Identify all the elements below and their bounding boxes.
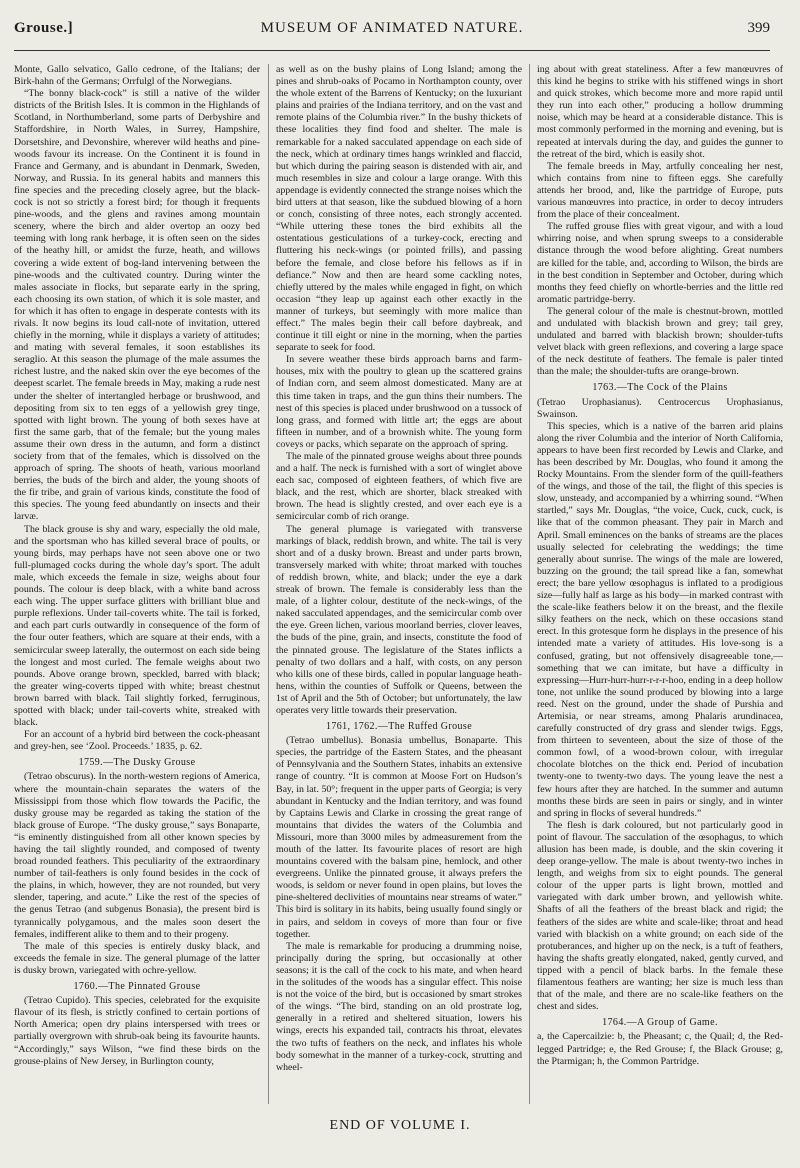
paragraph: (Tetrao Cupido). This species, celebrated for the exquisite flavour of its flesh, is strictly confined to certain portions of North America; open dry plains interspersed with trees or partially overgrown with shrub-oak being its favourite haunts. “Accordingly,” says Wilson, “we find these birds on the grouse-plains of New Jersey, in Burlington county, (14, 995, 260, 1067)
section-heading: Grouse.] (14, 20, 74, 36)
paragraph: The male is remarkable for producing a drumming noise, principally during the spring, but occasionally at other seasons; it is the call of the cock to his mate, and when heard in the solitudes of the woods has a singular effect. This noise is not the voice of the bird, but is occasioned by smart strokes of the wings. “The bird, standing on an old prostrate log, generally in a retired and sheltered situation, lowers his wings, erects his expanded tail, contracts his throat, elevates the two tufts of feathers on the neck, and inflates his whole body somewhat in the manner of a turkey-cock, strutting and wheel- (276, 940, 522, 1073)
paragraph: a, the Capercailzie: b, the Pheasant; c, the Quail; d, the Red-legged Partridge; e, the Red Grouse; f, the Black Grouse; g, the Ptarmigan; h, the Common Partridge. (537, 1031, 783, 1067)
section-heading: 1759.—The Dusky Grouse (78, 757, 196, 769)
running-header (14, 20, 770, 51)
paragraph: The male of this species is entirely dusky black, and exceeds the female in size. The general plumage of the latter is dusky brown, variegated with ochre-yellow. (14, 940, 260, 976)
paragraph: The male of the pinnated grouse weighs about three pounds and a half. The neck is furnished with a sort of winglet above each sac, composed of eighteen feathers, of which five are black, and the rest, which are shorter, black streaked with brown. The head is slightly crested, and over each eye is a semicircular comb of rich orange. (276, 451, 522, 523)
section-heading: 1760.—The Pinnated Grouse (73, 981, 201, 993)
paragraph: The black grouse is shy and wary, especially the old male, and the sportsman who has killed several brace of poults, or young birds, may perhaps have not seen above one or two full-plumaged cocks during the whole day’s sport. The adult male, which exceeds the female in size, weighs about four pounds. The colour is deep black, with a white band across each wing. The upper surface glitters with brilliant blue and purple reflexions. Under tail-coverts white. The tail is forked, and each part curls outwardly in consequence of the form of the four outer feathers, which are square at their ends, with a semicircular sweep laterally, the outermost on each side being the longest and most curled. The female weighs about two pounds. Above orange brown, speckled, barred with black; the greater wing-coverts tipped with white; breast chestnut brown barred with black. Tail slightly forked, ferruginous, spotted with black; under tail-coverts white, streaked with black. (14, 523, 260, 729)
paragraph: In severe weather these birds approach barns and farm-houses, mix with the poultry to glean up the scattered grains of Indian corn, and seem almost domesticated. Many are at this time taken in traps, and the gun thins their numbers. The nest of this species is placed under brushwood on a tussock of long grass, and formed with little art; the eggs are about fifteen in number, and of a brownish white. The young form coveys or packs, which separate on the approach of spring. (276, 354, 522, 450)
paragraph: The general colour of the male is chestnut-brown, mottled and undulated with blackish brown and grey; tail grey, undulated and barred with blackish brown; shoulder-tufts velvet black with green reflexions, and covering a large space of the neck destitute of feathers. The female is paler tinted than the male; the shoulder-tufts are orange-brown. (537, 305, 783, 378)
paragraph: “The bonny black-cock” is still a native of the wilder districts of the British Isles. It is common in the Highlands of Scotland, in Northumberland, some parts of Derbyshire and Staffordshire, in North Wales, in Surrey, Hampshire, Dorsetshire, and Devonshire, wherever wild heaths and pine-woods favour its increase. On the Continent it is found in France and Germany, and is abundant in Denmark, Sweden, Norway, and Russia. In its general habits and manners this fine species and the preceding closely agree, but the black-cock is not so strictly a forest bird; for though it frequents pine-woods, and the glens and ravines among mountain scenery, where the birch and alder overtop an oozy bed teeming with long rank herbage, it is often seen on the sides of the heathy hill, or amidst the furze, heath, and willows covering a wide extent of bog-land intervening between the pine-woods and the cultivated country. During winter the males associate in flocks, but separate early in the spring, each choosing its own station, of which it is sole master, and for which it has often to engage in desperate contests with its rivals. It now begins its loud call-note of invitation, uttered chiefly in the morning, while it displays a variety of attitudes; and mating with several females, it soon establishes its seraglio. At this season the plumage of the male assumes the richest lustre, and the naked skin over the eye becomes of the deepest scarlet. The female breeds in May, making a rude nest under the shelter of intertangled herbage or brushwood, and depositing from six to ten eggs of a yellowish grey tinge, spotted with light brown. The young of both sexes have at first the same garb, that of the female; but the young males assume their own dress in the autumn, and form a distinct society from that of the females, which is dissolved on the approach of spring. The shoots of heath, various moorland berries, the buds of the birch and alder, the young shoots of the fir tribe, and grain of various kinds, constitute the food of this species. The young feed abundantly on insects and their larvæ. (14, 88, 260, 523)
text-column-1 (14, 64, 260, 1114)
section-heading: 1761, 1762.—The Ruffed Grouse (325, 721, 473, 733)
paragraph: The general plumage is variegated with transverse markings of black, reddish brown, and white. The tail is very short and of a dusky brown. Breast and under parts brown, transversely marked with white; throat marked with touches of reddish brown, white, and black; under the eye a dark streak of brown. The female is considerably less than the male, of a lighter colour, destitute of the neck-wings, of the naked sacculated appendages, and the semicircular comb over the eye. Green lichen, various moorland berries, clover leaves, the buds of the pine, grain, and insects, constitute the food of the pinnated grouse. The legislature of the States inflicts a penalty of two dollars and a half, with costs, on any person who kills one of these birds, called in popular language heath-hens, within the counties of Suffolk or Queens, between the 1st of April and the 5th of October; but unfortunately, the law operates very little towards their preservation. (276, 523, 522, 716)
page-number: 399 (747, 20, 770, 36)
paragraph: ing about with great stateliness. After a few manœuvres of this kind he begins to strike with his stiffened wings in short and quick strokes, which become more and more rapid until they run into each other,” producing a hollow drumming noise, which may be heard at a considerable distance. This is most commonly performed in the morning and evening, but is repeated at intervals during the day, and guides the gunner to the retreat of the bird, which is easily shot. (537, 64, 783, 160)
paragraph: The female breeds in May, artfully concealing her nest, which contains from nine to fifteen eggs. She carefully attends her brood, and, like the partridge of Europe, puts various manœuvres into practice, in order to decoy intruders from the place of their concealment. (537, 160, 783, 221)
running-title: MUSEUM OF ANIMATED NATURE. (260, 20, 524, 36)
text-column-2 (276, 64, 522, 1114)
paragraph: This species, which is a native of the barren arid plains along the river Columbia and the interior of North California, appears to have been first recorded by Lewis and Clarke, and has been described by Mr. Douglas, who found it among the Rocky Mountains. From the slender form of the quill-feathers of the wings, and those of the tail, the flight of this species is slow, unsteady, and accompanied by a whirring sound. “When startled,” says Mr. Douglas, “the voice, Cuck, cuck, cuck, is like that of the common pheasant. They pair in March and April. Small eminences on the banks of streams are the places usually selected for celebrating the weddings; the time generally about sunrise. The wings of the male are lowered, buzzing on the ground; the tail spread like a fan, somewhat erect; the bare yellow œsophagus is inflated to a prodigious size—fully half as large as his body—in marked contrast with the scale-like feathers below it on the breast, and the flexile silky feathers on the neck, which on these occasions stand erect. In this grotesque form he displays in the presence of his intended mate a variety of attitudes. His love-song is a confused, grating, but not offensively disagreeable tone,—something that we can imitate, but have a difficulty in expressing—Hurr-hurr-hurr-r-r-r-hoo, ending in a deep hollow tone, not unlike the sound produced by blowing into a large reed. Nest on the ground, under the shade of Purshia and Artemisia, or near streams, among Phalaris arundinacea, carefully constructed of dry grass and slender twigs. Eggs, from thirteen to seventeen, about the size of those of the common fowl, of a wood-brown colour, with irregular chocolate blotches on the thick end. Period of incubation twenty-one to twenty-two days. The young leave the nest a few hours after they are hatched. In the summer and autumn months these birds are seen in pairs or singly, and in winter and spring in flocks of several hundreds.” (537, 420, 783, 819)
volume-end-note: END OF VOLUME I. (329, 1118, 471, 1133)
section-heading: 1763.—The Cock of the Plains (592, 382, 728, 394)
paragraph: The ruffed grouse flies with great vigour, and with a loud whirring noise, and when sprung sweeps to a considerable distance through the wood before alighting. Great numbers are killed for the table, and, according to Wilson, the birds are in the best condition in September and October, during which months they feed chiefly on whortle-berries and the little red aromatic partridge-berry. (537, 221, 783, 305)
paragraph: (Tetrao Urophasianus). Centrocercus Urophasianus, Swainson. (537, 396, 783, 420)
paragraph: For an account of a hybrid bird between the cock-pheasant and grey-hen, see ‘Zool. Proceeds.’ 1835, p. 62. (14, 729, 260, 753)
paragraph: The flesh is dark coloured, but not particularly good in point of flavour. The sacculation of the œsophagus, to which allusion has been made, is double, and the skin covering it deep orange-yellow. The male is about twenty-two inches in length, and weighs from six to eight pounds. The general colour of the upper parts is light brown, mottled and variegated with dark umber brown, and yellowish white. Shafts of all the feathers of the breast black and rigid; the feathers of the sides are white and scale-like; throat and head varied with blackish on a white ground; on each side of the protuberances, and higher up on the neck, is a tuft of feathers, having the shafts greatly elongated, naked, gently curved, and tipped with a pencil of black barbs. In the female these filamentous feathers are wanting; her size is much less than that of the male, and there are no scale-like feathers on the chest and sides. (537, 819, 783, 1013)
section-heading: 1764.—A Group of Game. (602, 1017, 718, 1029)
paragraph: (Tetrao obscurus). In the north-western regions of America, where the mountain-chain separates the waters of the Mississippi from those which flow towards the Pacific, the dusky grouse may be regarded as taking the station of the black grouse of Europe. “The dusky grouse,” says Bonaparte, “is eminently distinguished from all other known species by having the tail slightly rounded, and composed of twenty broad rounded feathers. This peculiarity of the extraordinary number of tail-feathers is only found besides in the cock of the plains, in which, however, they are not rounded, but very slender, tapering, and acute.” Like the rest of the species of the genus Tetrao (and subgenus Bonasia), the present bird is tyrannically polygamous, and the males soon desert the females, indifferent alike to them and to their progeny. (14, 771, 260, 940)
paragraph: as well as on the bushy plains of Long Island; among the pines and shrub-oaks of Pocamo in Northampton county, over the whole extent of the Barrens of Kentucky; on the luxuriant plains and prairies of the Indiana territory, and on the vast and remote plains of the Columbia river.” In the bushy thickets of these localities they find food and shelter. The male is remarkable for a naked sacculated appendage on each side of the neck, which at ordinary times hangs wrinkled and flaccid, but which during the pairing season is distended with air, and much resembles in size and colour a large orange. With this appendage is evidently connected the strange noises which the bird utters at that season, like the subdued blowing of a horn or conch, consisting of three notes, each strongly accented. “While uttering these tones the bird exhibits all the ostentatious gesticulations of a turkey-cock, erecting and fluttering his neck-wings (or pointed frills), and passing before the female, and close before his fellows as if in defiance.” Now and then are heard some cackling notes, chiefly uttered by the males while engaged in fight, on which occasion “they leap up against each other exactly in the manner of turkeys, but seemingly with more malice than effect.” The males begin their call before daybreak, and continue it till eight or nine in the morning, when the parties separate to seek for food. (276, 64, 522, 354)
text-column-3 (537, 64, 783, 1114)
column-divider (529, 64, 530, 1104)
paragraph: (Tetrao umbellus). Bonasia umbellus, Bonaparte. This species, the partridge of the Eastern States, and the pheasant of Pennsylvania and the Southern States, inhabits an extensive range of country. “It is common at Moose Fort on Hudson’s Bay, in lat. 50°; frequent in the upper parts of Georgia; is very abundant in Kentucky and the Indian territory, and was found by Captains Lewis and Clarke in crossing the great range of mountains that divides the waters of the Columbia and Missouri, more than 3000 miles by admeasurement from the mouth of the latter. Its favourite places of resort are high mountains covered with the balsam pine, hemlock, and other evergreens. Unlike the pinnated grouse, it always prefers the woods, is seldom or never found in open plains, but loves the pine-sheltered declivities of mountains near streams of water.” This bird is solitary in its habits, being usually found singly or in pairs, and seldom in coveys of more than four or five together. (276, 735, 522, 940)
column-divider (268, 64, 269, 1104)
paragraph: Monte, Gallo selvatico, Gallo cedrone, of the Italians; der Birk-hahn of the Germans; Orrfulgl of the Norwegians. (14, 64, 260, 88)
